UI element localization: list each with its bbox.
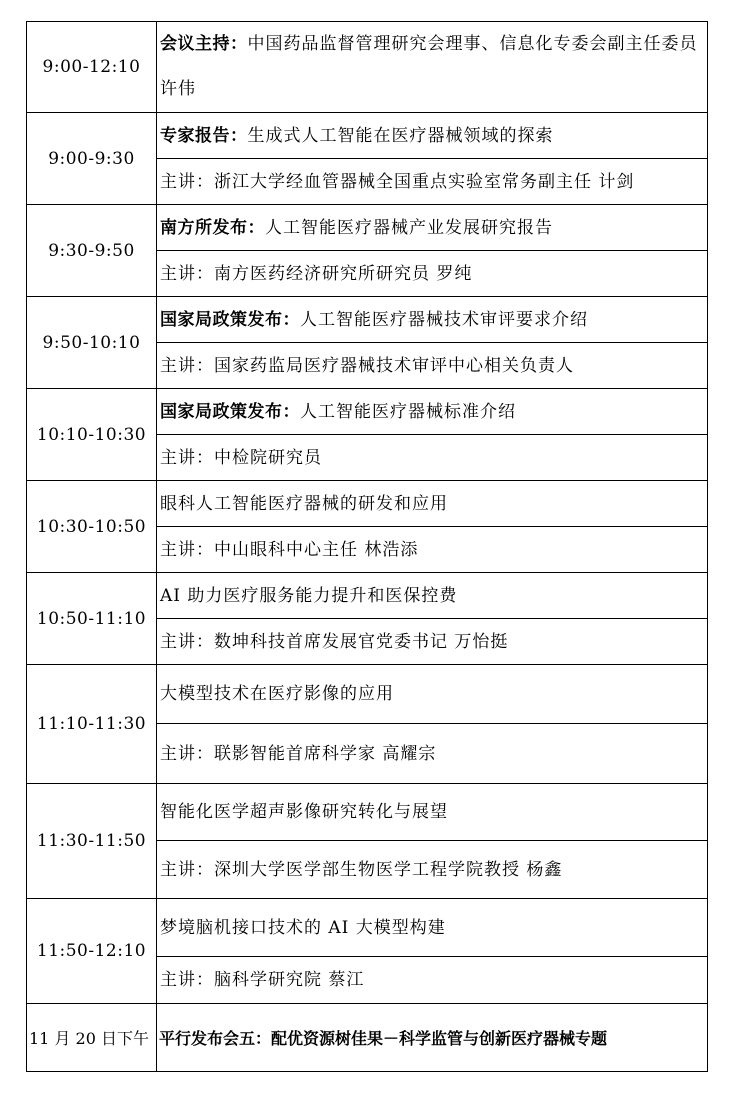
time-cell: 10:30-10:50 (27, 481, 157, 573)
session-topic: 人工智能医疗器械产业发展研究报告 (265, 217, 553, 238)
session-type: 南方所发布： (160, 217, 265, 238)
session-type: 专家报告： (160, 125, 248, 146)
time-cell: 11:30-11:50 (27, 784, 157, 899)
afternoon-session-title: 平行发布会五：配优资源树佳果－科学监管与创新医疗器械专题 (157, 1004, 708, 1072)
session-type: 会议主持： (160, 34, 248, 54)
time-cell: 11:50-12:10 (27, 899, 157, 1004)
speaker: 主讲：脑科学研究院 蔡江 (157, 957, 708, 1004)
table-row (27, 297, 708, 343)
table-row (27, 205, 708, 251)
table-row (27, 22, 708, 113)
time-cell: 10:50-11:10 (27, 573, 157, 665)
session-title: 智能化医学超声影像研究转化与展望 (157, 784, 708, 841)
session-type: 国家局政策发布： (160, 401, 300, 422)
time-cell: 9:00-12:10 (27, 22, 157, 113)
speaker: 主讲：中山眼科中心主任 林浩添 (157, 527, 708, 573)
table-row (27, 481, 708, 527)
schedule-table (26, 21, 708, 1072)
time-cell: 9:50-10:10 (27, 297, 157, 389)
table-row (27, 113, 708, 159)
speaker: 主讲：联影智能首席科学家 高耀宗 (157, 724, 708, 784)
session-title: 眼科人工智能医疗器械的研发和应用 (157, 481, 708, 527)
session-title (157, 22, 708, 113)
session-topic: 人工智能医疗器械技术审评要求介绍 (300, 309, 588, 330)
table-row (27, 1004, 708, 1072)
session-title: 大模型技术在医疗影像的应用 (157, 665, 708, 724)
session-title (157, 205, 708, 251)
table-row (27, 784, 708, 841)
time-cell: 11:10-11:30 (27, 665, 157, 784)
session-topic: 人工智能医疗器械标准介绍 (300, 401, 516, 422)
time-cell: 10:10-10:30 (27, 389, 157, 481)
afternoon-date: 11 月 20 日下午 (27, 1004, 157, 1072)
table-row (27, 389, 708, 435)
table-row (27, 899, 708, 957)
session-title (157, 297, 708, 343)
table-row (27, 573, 708, 619)
session-title: AI 助力医疗服务能力提升和医保控费 (157, 573, 708, 619)
speaker: 主讲：国家药监局医疗器械技术审评中心相关负责人 (157, 343, 708, 389)
session-topic: 中国药品监督管理研究会理事、信息化专委会副主任委员 许伟 (160, 34, 698, 99)
session-title (157, 113, 708, 159)
table-row (27, 665, 708, 724)
time-cell: 9:00-9:30 (27, 113, 157, 205)
session-topic: 生成式人工智能在医疗器械领域的探索 (247, 125, 554, 146)
speaker: 主讲：南方医药经济研究所研究员 罗纯 (157, 251, 708, 297)
session-title: 梦境脑机接口技术的 AI 大模型构建 (157, 899, 708, 957)
time-cell: 9:30-9:50 (27, 205, 157, 297)
speaker: 主讲：数坤科技首席发展官党委书记 万怡挺 (157, 619, 708, 665)
session-type: 国家局政策发布： (160, 309, 300, 330)
speaker: 主讲：浙江大学经血管器械全国重点实验室常务副主任 计剑 (157, 159, 708, 205)
speaker: 主讲：深圳大学医学部生物医学工程学院教授 杨鑫 (157, 841, 708, 899)
speaker: 主讲：中检院研究员 (157, 435, 708, 481)
session-title (157, 389, 708, 435)
